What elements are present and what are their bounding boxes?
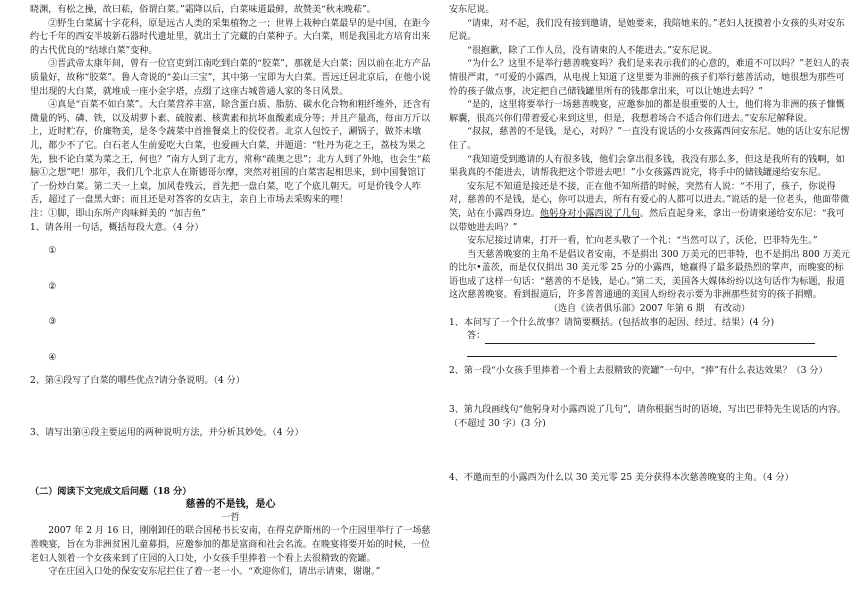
story-paragraph-1: 2007 年 2 月 16 日，刚刚卸任的联合国秘书长安南，在得克萨斯州的一个庄园里举行了一场慈善晚宴，旨在为非洲贫困儿童募捐，应邀参加的都是富商和社会名流。在晚宴将要开始的时候，一位老妇人领着一个女孩来到了庄园的入口处，小女孩手里捧着一个看上去很精致的瓷罐。: [30, 526, 431, 564]
answer-line-1[interactable]: [485, 333, 815, 344]
story-paragraph-8: “我知道受到邀请的人有很多钱，他们会拿出很多钱，我没有那么多，但这是我所有的钱啊，如果我真的不能进去，请帮我把这个带进去吧！”小女孩露西说完，将手中的储钱罐递给安东尼。: [449, 154, 845, 179]
story-paragraph-9-text: 安东尼不知道是接还是不接，正在他不知所措的时候，突然有人说：“不用了，孩子，你说得对，慈善的不是钱，是心，你可以进去，所有有爱心的人都可以进去。”说话的是一位老头，他面带微笑，站在小露西身边。: [449, 181, 850, 219]
answer-label: 答：: [467, 331, 486, 342]
question-2: 2、第④段写了白菜的哪些优点?请分条说明。（4 分）: [30, 376, 245, 387]
story-paragraph-9-tail: 。然后直起身来，拿出一份请柬递给安东尼：“我可以带她进去吗？”: [449, 208, 845, 233]
answer-slot-3: ③: [48, 317, 57, 328]
footnote: 注：①脚，即山东所产肉味鲜美的 “加吉鱼”: [30, 208, 206, 219]
answer-slot-2: ②: [48, 281, 57, 292]
story-paragraph-10: 安东尼接过请柬，打开一看，忙向老头敬了一个礼：“当然可以了，沃伦，巴菲特先生。”: [467, 236, 818, 247]
left-column: [30, 4, 431, 607]
question-3: 3、请写出第④段主要运用的两种说明方法，并分析其妙处。（4 分）: [30, 428, 304, 439]
story-paragraph-3: “请柬，对不起，我们没有接到邀请，是她要来，我陪她来的。”老妇人抚摸着小女孩的头对安东尼说。: [449, 18, 845, 43]
paragraph-3: ③晋武帝太康年间，曾有一位官吏到江南吃到白菜的“胶菜”，那就是大白菜；因以前在北方产品质量好，故称“胶菜”。鲁人奇说的“姜山三宝”，其中第一宝即为大白菜。晋远迁居北京后，在他小说里出现的大白菜，就堆成一座小金字塔，点缀了这座古城普通人家的冬日风景。: [30, 59, 431, 97]
paragraph-1-continued: 晓渊，有松之操，故曰菘，俗谓白菜。”霜降以后，白菜味道最鲜，故赞美“秋末晚菘”。: [30, 5, 376, 15]
question-1: 1、请各用一句话，概括每段大意。（4 分）: [30, 222, 204, 233]
story-question-2: 2、第一段“小女孩手里捧着一个看上去很精致的瓷罐”一句中，“捧”有什么表达效果？（3 分）: [449, 365, 828, 376]
story-question-1: 1、本问写了一个什么故事？请简要概括。(包括故事的起因、经过、结果）(4 分): [449, 317, 775, 328]
paragraph-2: ②野生白菜属十字花科，原是远古人类的采集植物之一；世界上栽种白菜最早的是中国，在距今约七千年的西安半坡新石器时代遗址里，就出土了完藏的白菜种子。大白菜，则是我国北方培育出来的古代优良的“结球白菜”变种。: [30, 18, 431, 56]
story-question-3: 3、第九段画线句“他躬身对小露西说了几句”，请你根据当时的语境，写出巴菲特先生说话的内容。（不超过 30 字）(3 分): [449, 405, 847, 430]
underlined-sentence: 他躬身对小露西说了几句: [539, 208, 640, 219]
answer-slot-1: ①: [48, 246, 57, 257]
paragraph-4: ④真是“百菜不如白菜”。大白菜营养丰富，除含蛋白质、脂肪、碳水化合物和粗纤维外，还含有微量的钙、磷、铁，以及胡萝卜素、硫胺素、核黄素和抗坏血酸素成分等；并且产量高，每亩万斤以上，近时贮存，价廉物美，是冬令蔬菜中首推餐桌上的佼佼者。北京人包饺子，涮锅子，做芥末墩儿，都少不了它。白石老人生前爱吃大白菜，也爱画大白菜，并题道：“牡丹为花之王，荔枝为果之先，独不论白菜为菜之王，何也？”南方人到了北方，常称“疏奥之思”；北方人到了外地，也会生“菘脑①之想”吧！那年，我们几个北京人在斯德哥尔摩，突然对祖国的白菜害起相思来，到中国餐馆订了一份炒白菜。第二天一上桌，加风卷残云，首先把一盘白菜，吃了个底儿朝天。可是价钱令人咋舌，超过了一盘黑大虾；而且还是对答客的女店主，亲自上市场去采购来的哩！: [30, 100, 431, 206]
story-question-4: 4、不邀而至的小露西为什么以 30 美元零 25 美分获得本次慈善晚宴的主角。（4 分）: [449, 472, 794, 483]
story-paragraph-4: “很抱歉，除了工作人员，没有请柬的人不能进去。”安东尼说。: [467, 45, 718, 56]
story-paragraph-11: 当天慈善晚宴的主角不是倡议者安南，不是捐出 300 万美元的巴菲特，也不是捐出 800 万美元的比尔•盖茨，而是仅仅捐出 30 美元零 25 分的小露西，她赢得了最多最热烈的掌声，而晚宴的标语也成了这样一句话：“慈善的不是钱，是心。”第二天，美国各大媒体纷纷以这句话作为标题，报道这次慈善晚宴。看到报道后，许多普普通通的美国人纷纷表示要为非洲那些贫穷的孩子捐赠。: [449, 249, 850, 301]
story-paragraph-9: [449, 181, 850, 235]
story-paragraph-2-continued: 安东尼说。: [449, 5, 495, 15]
answer-line-2[interactable]: [467, 346, 837, 357]
story-paragraph-7: “叔叔，慈善的不是钱，是心，对吗？”一直没有说话的小女孩露西问安东尼。她的话让安东尼愣住了。: [449, 127, 850, 151]
answer-slot-4: ④: [48, 352, 57, 363]
story-paragraph-5: “为什么？这里不是举行慈善晚宴吗？我们是来表示我们的心意的，难道不可以吗？”老妇人的表情很严肃，“可爱的小露西，从电视上知道了这里要为非洲的孩子们举行慈善活动，她很想为那些可怜的孩子做点事，决定把自己储钱罐里所有的钱都拿出来，可以让她进去吗？”: [449, 59, 850, 97]
right-column: [449, 4, 850, 607]
source-citation: （选自《读者俱乐部》2007 年第 6 期 有改动）: [548, 304, 751, 315]
section-2-heading: （二）阅读下文完成文后问题（18 分）: [30, 485, 192, 497]
answer-line-row: [467, 330, 850, 344]
story-title: 慈善的不是钱，是心: [185, 499, 276, 511]
story-author: 一哲: [221, 512, 240, 523]
story-paragraph-6: “是的，这里将要举行一场慈善晚宴，应邀参加的都是很重要的人士，他们将为非洲的孩子慷慨解囊，很高兴你们带着爱心来到这里，但是，我想着场合不适合你们进去。”安东尼解释说。: [449, 100, 845, 124]
story-paragraph-2: 守在庄园入口处的保安安东尼拦住了着一老一小。“欢迎你们，请出示请柬，谢谢。”: [48, 567, 381, 578]
